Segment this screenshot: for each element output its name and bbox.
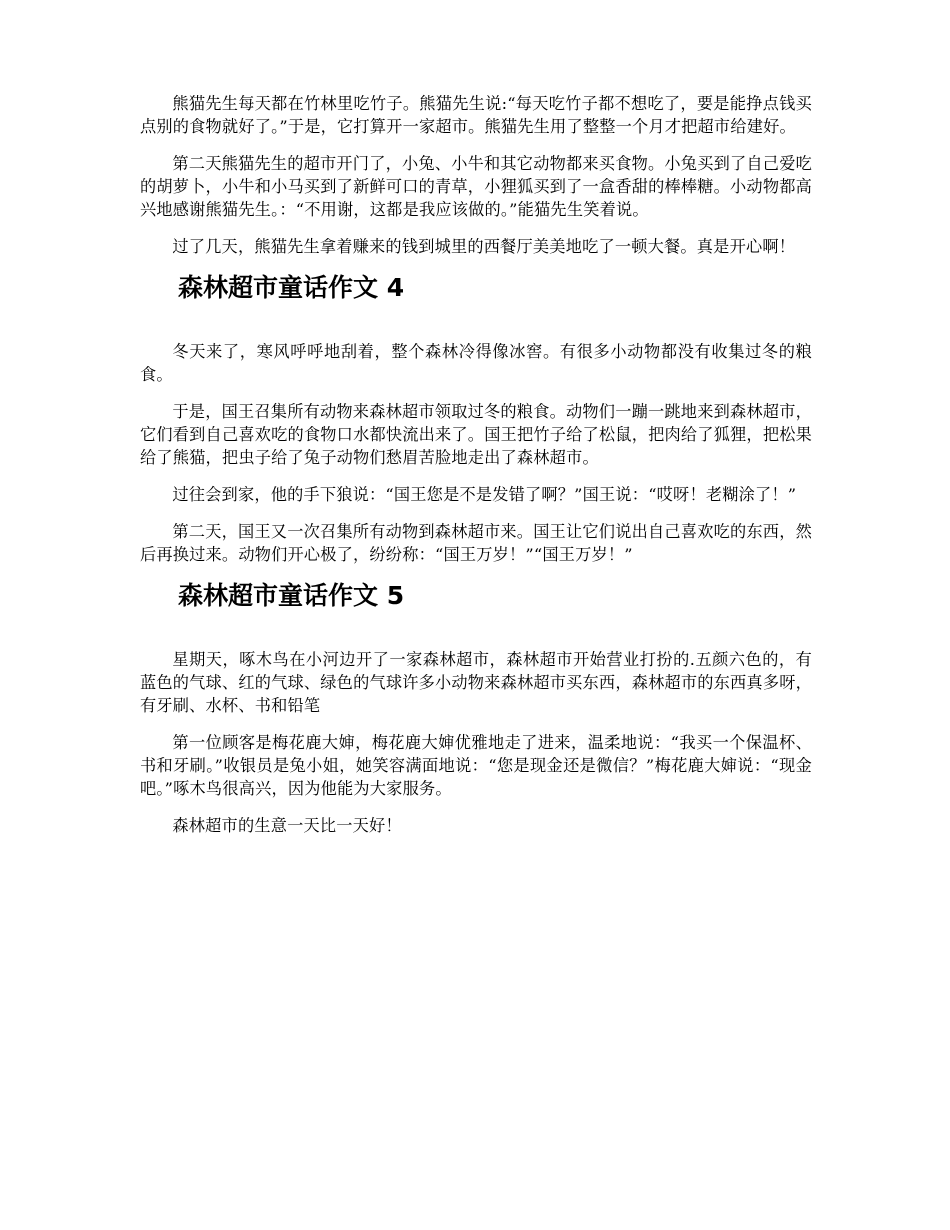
paragraph: 熊猫先生每天都在竹林里吃竹子。熊猫先生说:“每天吃竹子都不想吃了，要是能挣点钱买点别的食物就好了。”于是，它打算开一家超市。熊猫先生用了整整一个月才把超市给建好。: [140, 94, 812, 136]
paragraph: 过了几天，熊猫先生拿着赚来的钱到城里的西餐厅美美地吃了一顿大餐。真是开心啊！: [172, 237, 796, 256]
paragraph: 第一位顾客是梅花鹿大婶，梅花鹿大婶优雅地走了进来，温柔地说：“我买一个保温杯、书和牙刷。”收银员是兔小姐，她笑容满面地说：“您是现金还是微信？”梅花鹿大婶说：“现金吧。”啄木鸟很高兴，因为他能为大家服务。: [140, 733, 812, 798]
paragraph: 第二天熊猫先生的超市开门了，小兔、小牛和其它动物都来买食物。小兔买到了自己爱吃的胡萝卜，小牛和小马买到了新鲜可口的青草，小狸狐买到了一盒香甜的棒棒糖。小动物都高兴地感谢熊猫先生。：“不用谢，这都是我应该做的。”能猫先生笑着说。: [140, 154, 812, 219]
section-heading: 森林超市童话作文 4: [178, 273, 405, 302]
paragraph: 第二天，国王又一次召集所有动物到森林超市来。国王让它们说出自己喜欢吃的东西，然后再换过来。动物们开心极了，纷纷称：“国王万岁！”“国王万岁！”: [140, 522, 812, 564]
section-heading: 森林超市童话作文 5: [178, 581, 405, 610]
paragraph: 冬天来了，寒风呼呼地刮着，整个森林冷得像冰窖。有很多小动物都没有收集过冬的粮食。: [140, 342, 812, 384]
paragraph: 于是，国王召集所有动物来森林超市领取过冬的粮食。动物们一蹦一跳地来到森林超市，它们看到自己喜欢吃的食物口水都快流出来了。国王把竹子给了松鼠，把肉给了狐狸，把松果给了熊猫，把虫子给了兔子动物们愁眉苦脸地走出了森林超市。: [140, 402, 812, 467]
paragraph: 森林超市的生意一天比一天好！: [172, 816, 402, 835]
document-page: [140, 92, 812, 851]
paragraph: 过往会到家，他的手下狼说：“国王您是不是发错了啊？”国王说：“哎呀！老糊涂了！”: [172, 485, 797, 504]
paragraph: 星期天，啄木鸟在小河边开了一家森林超市，森林超市开始营业打扮的.五颜六色的，有蓝色的气球、红的气球、绿色的气球许多小动物来森林超市买东西，森林超市的东西真多呀，有牙刷、水杯、书和铅笔: [140, 650, 812, 715]
